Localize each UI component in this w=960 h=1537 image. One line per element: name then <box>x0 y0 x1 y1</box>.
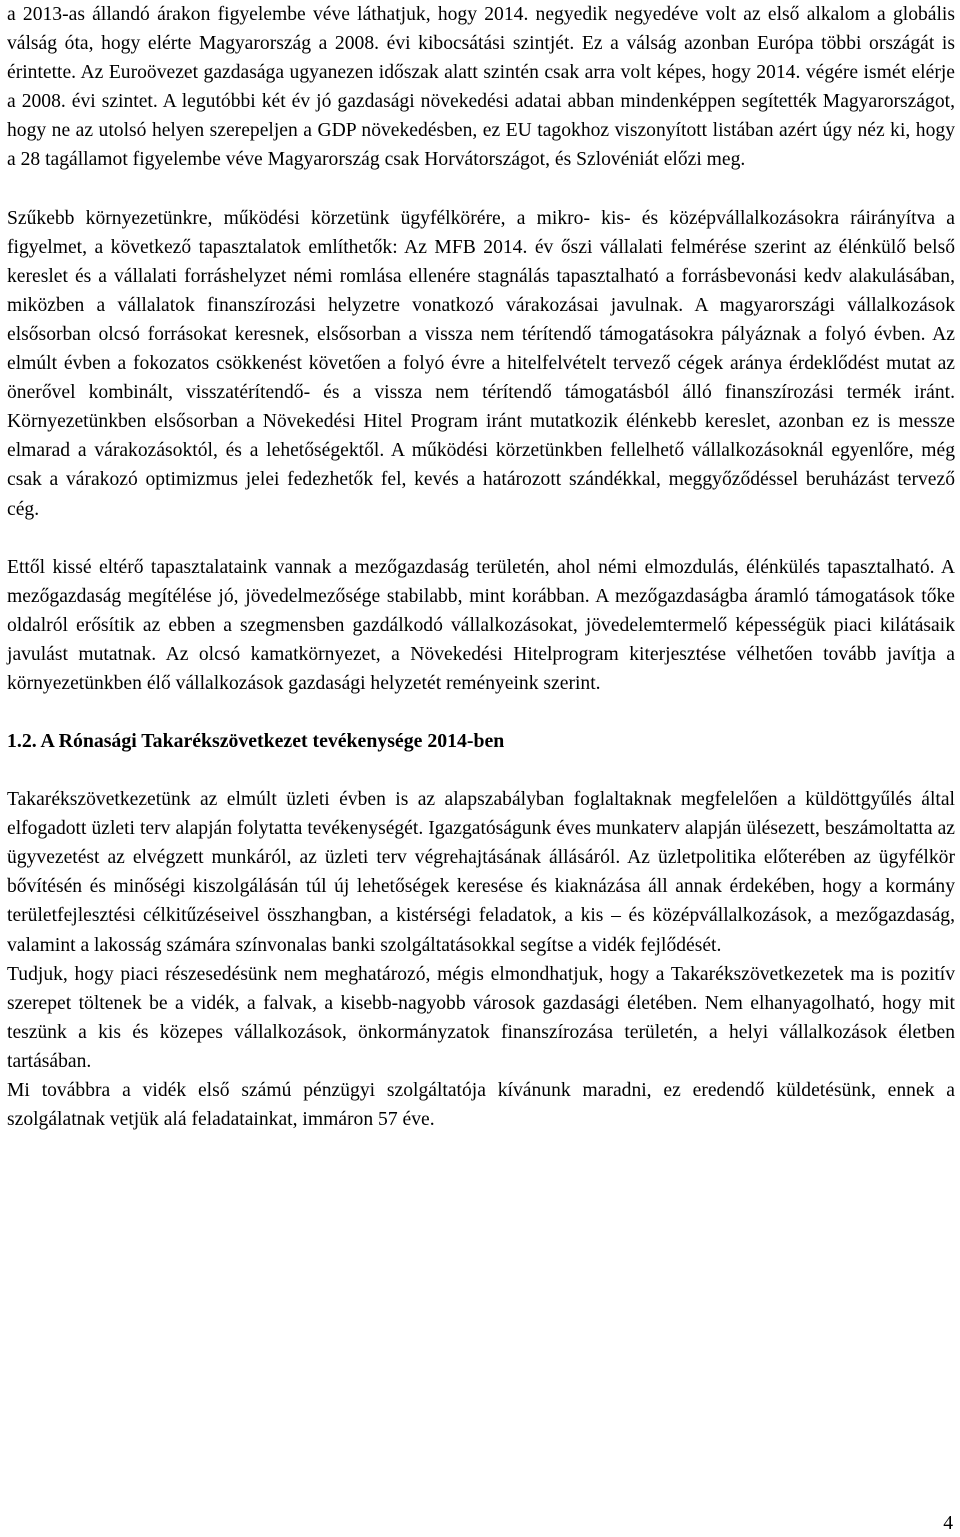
paragraph-cooperative-activity: Takarékszövetkezetünk az elmúlt üzleti évben is az alapszabályban foglaltaknak megfelelően a küldöttgyűlés által elfogadott üzleti terv alapján folytatta tevékenységét. Igazgatóságunk éves munkaterv alapján ülésezett, beszámoltatta az ügyvezetést az elvégzett munkáról, az üzleti terv végrehajtásának állásáról. Az üzletpolitika előterében az ügyfélkör bővítésén és minőségi kiszolgálásán túl új lehetőségek keresése és kiaknázása áll annak érdekében, hogy a kormány területfejlesztési célkitűzéseivel összhangban, a kistérségi feladatok, a kis – és középvállalkozások, a mezőgazdaság, valamint a lakosság számára színvonalas banki szolgáltatásokkal segítse a vidék fejlődését. <box>7 789 955 956</box>
page-number: 4 <box>943 1513 953 1534</box>
paragraph-economy-overview: a 2013-as állandó árakon figyelembe véve láthatjuk, hogy 2014. negyedik negyedéve volt az első alkalom a globális válság óta, hogy elérte Magyarország a 2008. évi kibocsátási szintjét. Ez a válság azonban Európa többi országát is érintette. Az Euroövezet gazdasága ugyanezen időszak alatt szintén csak arra volt képes, hogy 2014. végére ismét elérje a 2008. évi szintet. A legutóbbi két év jó gazdasági növekedési adatai abban mindenképpen segítették Magyarországot, hogy ne az utolsó helyen szerepeljen a GDP növekedésben, ez EU tagokhoz viszonyított listában azért úgy néz ki, hogy a 28 tagállamot figyelembe véve Magyarország csak Horvátországot, és Szlovéniát előzi meg. <box>7 4 955 171</box>
section-heading: 1.2. A Rónasági Takarékszövetkezet tevékenysége 2014-ben <box>7 730 505 753</box>
paragraph-market-share: Tudjuk, hogy piaci részesedésünk nem meghatározó, mégis elmondhatjuk, hogy a Takarékszövetkezetek ma is pozitív szerepet töltenek be a vidék, a falvak, a kisebb-nagyobb városok gazdasági életében. Nem elhanyagolható, hogy mit teszünk a kis és közepes vállalkozások, önkormányzatok finanszírozása területén, a helyi vállalkozások életben tartásában. <box>7 963 955 1072</box>
paragraph-mission: Mi továbbra a vidék első számú pénzügyi szolgáltatója kívánunk maradni, ez eredendő küldetésünk, ennek a szolgálatnak vetjük alá feladatainkat, immáron 57 éve. <box>7 1080 955 1131</box>
paragraph-agriculture: Ettől kissé eltérő tapasztalataink vannak a mezőgazdaság területén, ahol némi elmozdulás, élénkülés tapasztalható. A mezőgazdaság megítélése jó, jövedelmezősége stabilabb, mint korábban. A mezőgazdaságba áramló támogatások tőke oldalról erősítik az ebben a szegmensben gazdálkodó vállalkozásokat, jövedelemtermelő képességük piaci kilátásaik javulást mutatnak. Az olcsó kamatkörnyezet, a Növekedési Hitelprogram kiterjesztése vélhetően tovább javítja a környezetünkben élő vállalkozások gazdasági helyzetét reményeink szerint. <box>7 556 955 694</box>
paragraph-business-environment: Szűkebb környezetünkre, működési körzetünk ügyfélkörére, a mikro- kis- és középvállalkozásokra ráirányítva a figyelmet, a következő tapasztalatok említhetők: Az MFB 2014. év őszi vállalati felmérése szerint az élénkülő belső kereslet és a vállalati forráshelyzet némi romlása ellenére stagnálás tapasztalható a forrásbevonási kedv alakulásában, miközben a vállalatok finanszírozási helyzetre vonatkozó várakozásai javulnak. A magyarországi vállalkozások elsősorban olcsó forrásokat keresnek, elsősorban a vissza nem térítendő támogatásokra pályáznak a folyó évben. Az elmúlt évben a fokozatos csökkenést követően a folyó évre a hitelfelvételt tervező cégek aránya érdeklődést mutat az önerővel kombinált, visszatérítendő- és a vissza nem térítendő támogatásból álló finanszírozási termék iránt. Környezetünkben elsősorban a Növekedési Hitel Program iránt mutatkozik élénkebb kereslet, azonban ez is messze elmarad a várakozásoktól, és a lehetőségektől. A működési körzetünkben fellelhető vállalkozásoknál egyenlőre, még csak a várakozó optimizmus jelei fedezhetők fel, kevés a határozott szándékkal, meggyőződéssel beruházást tervező cég. <box>7 207 955 520</box>
document-page <box>7 0 955 1134</box>
